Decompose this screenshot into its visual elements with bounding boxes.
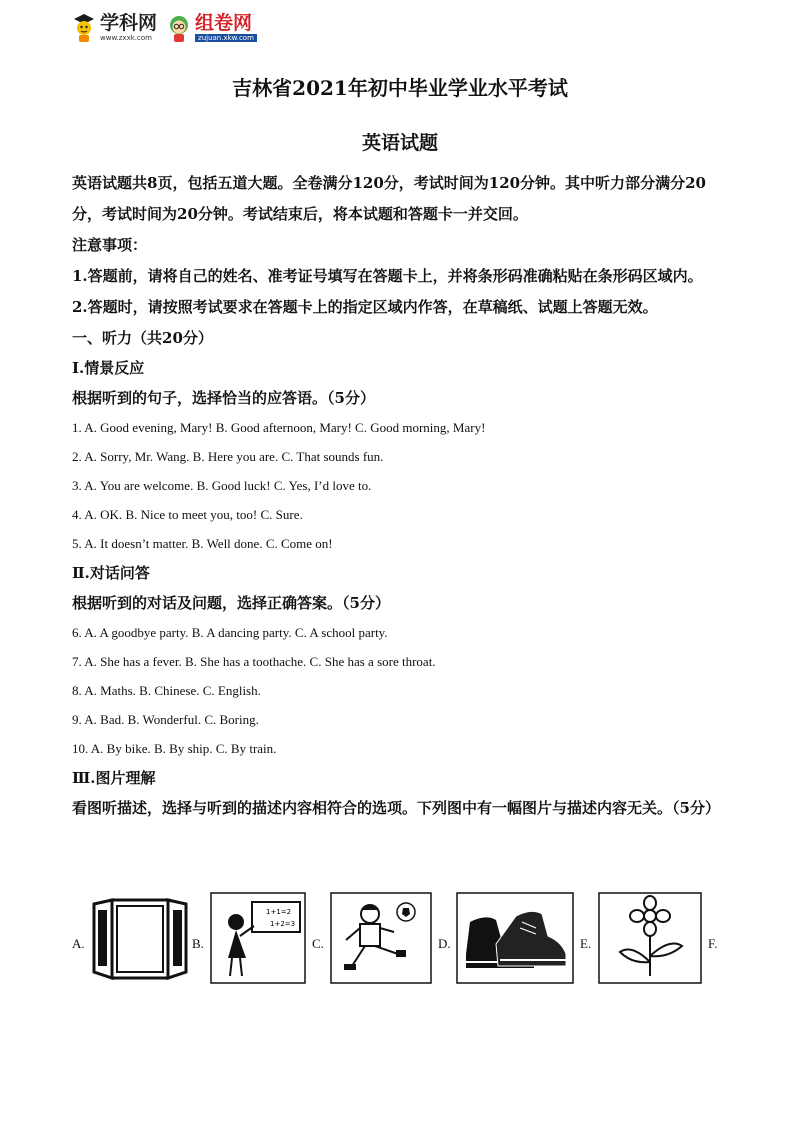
board-line-2: 1+2=3 — [270, 920, 296, 928]
question-item: 9. A. Bad. B. Wonderful. C. Boring. — [72, 712, 259, 727]
section2-instruction: 根据听到的对话及问题，选择正确答案。（5分） — [72, 594, 390, 612]
section2-title: Ⅱ.对话问答 — [72, 564, 150, 582]
section3-title: Ⅲ.图片理解 — [72, 769, 156, 787]
logo1-url: www.zxxk.com — [100, 34, 152, 42]
section3-instruction: 看图听描述，选择与听到的描述内容相符合的选项。下列图中有一幅图片与描述内容无关。（5分） — [72, 799, 720, 817]
question-item: 1. A. Good evening, Mary! B. Good afternoon, Mary! C. Good morning, Mary! — [72, 420, 486, 435]
notice-title: 注意事项： — [72, 236, 148, 254]
question-item: 5. A. It doesn’t matter. B. Well done. C. Come on! — [72, 536, 333, 551]
question-item: 8. A. Maths. B. Chinese. C. English. — [72, 683, 261, 698]
kid-mascot-icon — [167, 13, 191, 43]
notice-1: 1.答题前，请将自己的姓名、准考证号填写在答题卡上，并将条形码准确粘贴在条形码区域内。 — [72, 267, 703, 285]
logo1-name: 学科网 — [100, 12, 158, 34]
exam-subtitle: 英语试题 — [361, 132, 438, 154]
window-icon — [90, 892, 188, 984]
picture-label-d: D. — [438, 936, 451, 951]
question-item: 7. A. She has a fever. B. She has a toothache. C. She has a sore throat. — [72, 654, 436, 669]
question-item: 10. A. By bike. B. By ship. C. By train. — [72, 741, 277, 756]
picture-label-f: F. — [708, 936, 718, 951]
picture-label-a: A. — [72, 936, 85, 951]
notice-2: 2.答题时，请按照考试要求在答题卡上的指定区域内作答，在草稿纸、试题上答题无效。 — [72, 298, 658, 316]
question-item: 6. A. A goodbye party. B. A dancing party. C. A school party. — [72, 625, 388, 640]
intro-paragraph: 英语试题共8页，包括五道大题。全卷满分120分，考试时间为120分钟。其中听力部分满分20分，考试时间为20分钟。考试结束后，将本试题和答题卡一并交回。 — [72, 174, 706, 223]
graduate-mascot-icon — [72, 13, 96, 43]
section1-title: Ⅰ.情景反应 — [72, 359, 145, 377]
boy-kicking-ball-icon — [330, 892, 432, 984]
part1-title: 一、听力（共20分） — [72, 329, 213, 347]
question-item: 4. A. OK. B. Nice to meet you, too! C. Sure. — [72, 507, 303, 522]
logo2-url: zujuan.xkw.com — [195, 34, 257, 42]
exam-title: 吉林省2021年初中毕业学业水平考试 — [232, 76, 568, 100]
section1-instruction: 根据听到的句子，选择恰当的应答语。（5分） — [72, 389, 375, 407]
logo2-name: 组卷网 — [195, 12, 253, 34]
flower-icon — [598, 892, 702, 984]
exam-content — [72, 168, 720, 824]
logo-zujuanwang — [167, 13, 257, 43]
picture-label-e: E. — [580, 936, 592, 951]
picture-label-c: C. — [312, 936, 324, 951]
sneakers-icon — [456, 892, 574, 984]
question-item: 3. A. You are welcome. B. Good luck! C. Yes, I’d love to. — [72, 478, 372, 493]
picture-options — [72, 892, 732, 984]
picture-label-b: B. — [192, 936, 204, 951]
board-line-1: 1+1=2 — [266, 908, 292, 916]
teacher-blackboard-icon — [210, 892, 306, 984]
header-logos — [72, 8, 257, 48]
question-item: 2. A. Sorry, Mr. Wang. B. Here you are. C. That sounds fun. — [72, 449, 384, 464]
logo-xuekewang — [72, 13, 157, 43]
